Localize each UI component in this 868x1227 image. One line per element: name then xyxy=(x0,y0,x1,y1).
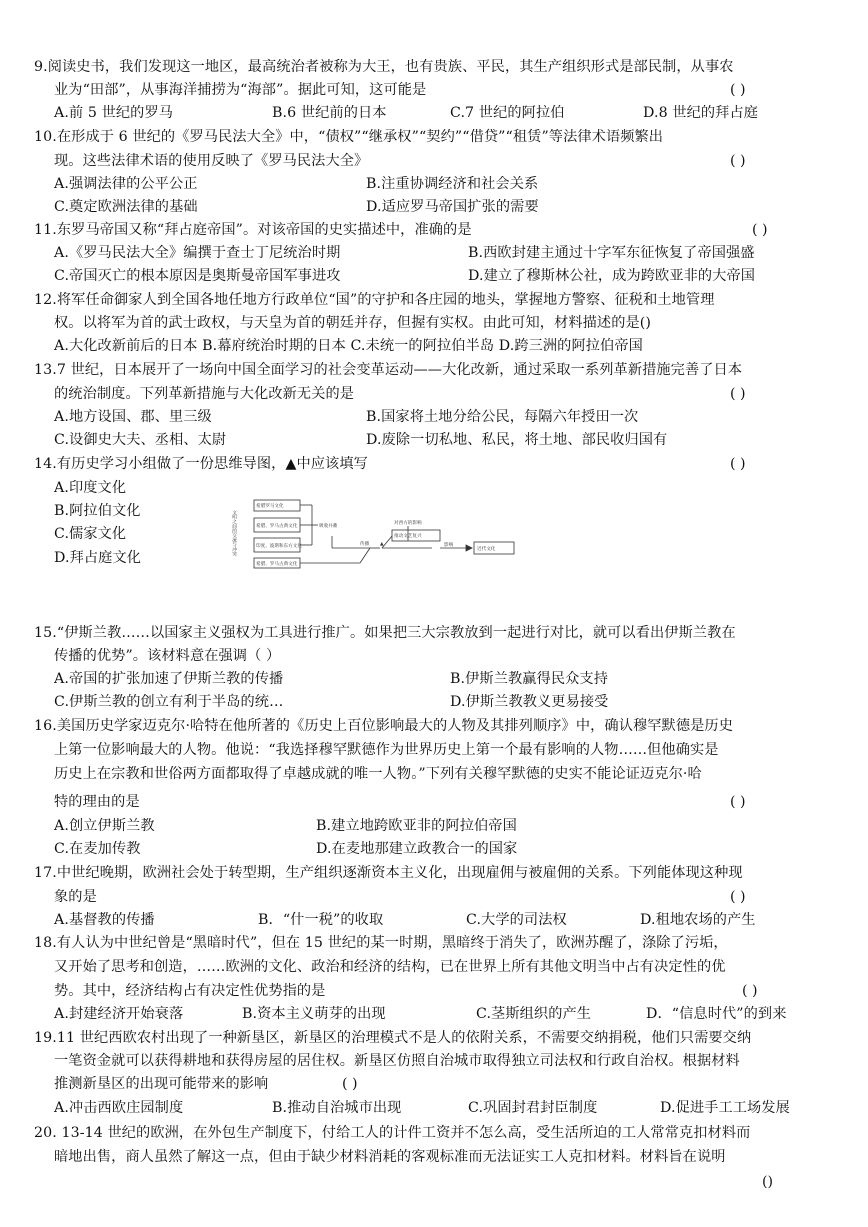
q17-option-a[interactable]: A.基督教的传播 xyxy=(54,912,155,928)
q13-option-d[interactable]: D.废除一切私地、私民，将土地、部民收归国有 xyxy=(366,432,668,448)
q17-line2: 象的是 xyxy=(54,889,97,905)
q16-option-d[interactable]: D.在麦地那建立政教合一的国家 xyxy=(316,841,518,857)
q16-option-c[interactable]: C.在麦加传教 xyxy=(54,841,141,857)
q15-option-b[interactable]: B.伊斯兰教赢得民众支持 xyxy=(450,671,609,687)
q18-line1: 18.有人认为中世纪曾是“黑暗时代”，但在 15 世纪的某一时期，黑暗终于消失了，欧洲苏醒了，涤除了污垢， xyxy=(34,935,728,951)
q20-line2: 暗地出售，商人虽然了解这一点，但由于缺少材料消耗的客观标准而无法证实工人克扣材料。材料旨在说明 xyxy=(54,1149,726,1165)
q12-line1: 12.将军任命御家人到全国各地任地方行政单位“国”的守护和各庄园的地头，掌握地方警察、征税和土地管理 xyxy=(34,292,715,308)
mindmap-box-3-text: 印度、波斯和东方文化 xyxy=(256,544,302,549)
q18-line2: 又开始了思考和创造，……欧洲的文化、政治和经济的结构，已在世界上所有其他文明当中占有决定性的优 xyxy=(54,959,726,975)
q18-line3: 势。其中，经济结构占有决定性优势指的是 xyxy=(54,983,326,999)
mindmap-left-label: 文明之间的交流与冲突 xyxy=(232,510,237,556)
mindmap-mid-label: 吸收并蓄 xyxy=(319,524,338,529)
q19-line3: 推测新垦区的出现可能带来的影响 xyxy=(54,1076,269,1092)
q18-option-b[interactable]: B.资本主义萌芽的出现 xyxy=(242,1006,386,1022)
q13-option-a[interactable]: A.地方设国、郡、里三级 xyxy=(54,409,212,425)
q16-answer-blank[interactable]: ( ) xyxy=(730,794,746,810)
q10-option-a[interactable]: A.强调法律的公平公正 xyxy=(54,176,198,192)
q11-option-b[interactable]: B.西欧封建主通过十字军东征恢复了帝国强盛 xyxy=(468,245,755,261)
q13-answer-blank[interactable]: ( ) xyxy=(730,386,746,402)
q9-line1: 9.阅读史书，我们发现这一地区，最高统治者被称为大王，也有贵族、平民，其生产组织形式是部民制，从事农 xyxy=(34,59,734,75)
q17-answer-blank[interactable]: ( ) xyxy=(730,889,746,905)
q19-line2: 一笔资金就可以获得耕地和获得房屋的居住权。新垦区仿照自治城市取得独立司法权和行政自治权。根据材料 xyxy=(54,1053,740,1069)
q17-option-c[interactable]: C.大学的司法权 xyxy=(466,912,567,928)
q14-text-pre: 14.有历史学习小组做了一份思维导图， xyxy=(34,456,286,472)
q18-answer-blank[interactable]: ( ) xyxy=(742,983,758,999)
triangle-icon: ▲ xyxy=(285,456,297,472)
q11-option-a[interactable]: A.《罗马民法大全》编撰于查士丁尼统治时期 xyxy=(54,245,341,261)
q20-answer-blank[interactable]: () xyxy=(762,1174,774,1190)
q10-answer-blank[interactable]: ( ) xyxy=(730,153,746,169)
q19-option-d[interactable]: D.促进手工工场发展 xyxy=(660,1100,790,1116)
q19-option-a[interactable]: A.冲击西欧庄园制度 xyxy=(54,1100,184,1116)
q16-line4: 特的理由的是 xyxy=(54,794,140,810)
q19-option-c[interactable]: C.巩固封君封臣制度 xyxy=(468,1100,598,1116)
q11-option-c[interactable]: C.帝国灭亡的根本原因是奥斯曼帝国军事进攻 xyxy=(54,268,341,284)
q13-line2: 的统治制度。下列革新措施与大化改新无关的是 xyxy=(54,386,355,402)
q19-option-b[interactable]: B.推动自治城市出现 xyxy=(272,1100,402,1116)
q19-line1: 19.11 世纪西欧农村出现了一种新垦区，新垦区的治理模式不是人的依附关系，不需要交纳捐税，他们只需要交纳 xyxy=(34,1030,752,1046)
q16-option-b[interactable]: B.建立地跨欧亚非的阿拉伯帝国 xyxy=(316,818,517,834)
q14-option-a[interactable]: A.印度文化 xyxy=(54,480,127,496)
q14-text-post: 中应该填写 xyxy=(296,456,368,472)
mindmap-question-mark: ▲ xyxy=(380,542,384,547)
q15-option-d[interactable]: D.伊斯兰教教义更易接受 xyxy=(450,694,609,710)
q9-option-b[interactable]: B.6 世纪前的日本 xyxy=(272,105,387,121)
q10-option-b[interactable]: B.注重协调经济和社会关系 xyxy=(366,176,539,192)
q9-answer-blank[interactable]: ( ) xyxy=(730,82,746,98)
q18-option-a[interactable]: A.封建经济开始衰落 xyxy=(54,1006,184,1022)
q14-option-d[interactable]: D.拜占庭文化 xyxy=(54,550,142,566)
q10-line1: 10.在形成于 6 世纪的《罗马民法大全》中，“债权”“继承权”“契约”“借贷”“租赁”等法律术语频繁出 xyxy=(34,129,664,145)
q9-option-a[interactable]: A.前 5 世纪的罗马 xyxy=(54,105,174,121)
q13-option-c[interactable]: C.设御史大夫、丞相、太尉 xyxy=(54,432,227,448)
q20-line1: 20. 13-14 世纪的欧洲，在外包生产制度下，付给工人的计件工资并不怎么高，受生活所迫的工人常常克扣材料而 xyxy=(34,1125,751,1141)
q9-option-d[interactable]: D.8 世纪的拜占庭 xyxy=(643,105,759,121)
q18-option-c[interactable]: C.茎斯组织的产生 xyxy=(476,1006,592,1022)
q10-option-c[interactable]: C.奠定欧洲法律的基础 xyxy=(54,199,198,215)
q11-answer-blank[interactable]: ( ) xyxy=(752,222,768,238)
q15-option-a[interactable]: A.帝国的扩张加速了伊斯兰教的传播 xyxy=(54,671,284,687)
q13-line1: 13.7 世纪，日本展开了一场向中国全面学习的社会变革运动——大化改新，通过采取一系列革新措施完善了日本 xyxy=(34,362,743,378)
mindmap-box-4-text: 希腊、罗马古典文化 xyxy=(256,562,298,567)
q11-line1: 11.东罗马帝国又称“拜占庭帝国”。对该帝国的史实描述中，准确的是 xyxy=(34,222,472,238)
q14-option-b[interactable]: B.阿拉伯文化 xyxy=(54,503,141,519)
q17-line1: 17.中世纪晚期，欧洲社会处于转型期，生产组织逐渐资本主义化，出现雇佣与被雇佣的关系。下列能体现这种现 xyxy=(34,865,743,881)
mindmap-top-label: 对西方的影响 xyxy=(394,521,422,526)
q18-option-d[interactable]: D．“信息时代”的到来 xyxy=(646,1006,787,1022)
mind-map-diagram xyxy=(232,496,520,574)
q14-line1 xyxy=(34,454,368,474)
q12-line2: 权。以将军为首的武士政权，与天皇为首的朝廷并存，但握有实权。由此可知，材料描述的是() xyxy=(54,315,652,331)
mindmap-right-box-text: 推动文艺复兴 xyxy=(394,534,422,539)
q12-options[interactable]: A.大化改新前后的日本 B.幕府统治时期的日本 C.未统一的阿拉伯半岛 D.跨三洲的阿拉伯帝国 xyxy=(54,338,643,354)
q13-option-b[interactable]: B.国家将土地分给公民，每隔六年授田一次 xyxy=(366,409,639,425)
mindmap-end-box-text: 近代文化 xyxy=(477,547,496,552)
q17-option-d[interactable]: D.租地农场的产生 xyxy=(640,912,756,928)
q9-option-c[interactable]: C.7 世纪的阿拉伯 xyxy=(450,105,565,121)
q16-option-a[interactable]: A.创立伊斯兰教 xyxy=(54,818,155,834)
q10-line2: 现。这些法律术语的使用反映了《罗马民法大全》 xyxy=(54,153,369,169)
q19-answer-blank[interactable]: ( ) xyxy=(342,1076,358,1092)
q10-option-d[interactable]: D.适应罗马帝国扩张的需要 xyxy=(366,199,539,215)
q16-line1: 16.美国历史学家迈克尔·哈特在他所著的《历史上百位影响最大的人物及其排列顺序》中，确认穆罕默德是历史 xyxy=(34,718,733,734)
q17-option-b[interactable]: B．“什一税”的收取 xyxy=(258,912,384,928)
q11-option-d[interactable]: D.建立了穆斯林公社，成为跨欧亚非的大帝国 xyxy=(468,268,756,284)
q15-line1: 15.“伊斯兰教……以国家主义强权为工具进行推广。如果把三大宗教放到一起进行对比，就可以看出伊斯兰教在 xyxy=(34,625,736,641)
mindmap-box-1-text: 希腊罗马文化 xyxy=(256,504,284,509)
q14-option-c[interactable]: C.儒家文化 xyxy=(54,526,127,542)
q15-line2: 传播的优势”。该材料意在强调（ ） xyxy=(54,648,281,664)
q16-line2: 上第一位影响最大的人物。他说：“我选择穆罕默德作为世界历史上第一个最有影响的人物……但他确实是 xyxy=(54,742,719,758)
q16-line3: 历史上在宗教和世俗两方面都取得了卓越成就的唯一人物。”下列有关穆罕默德的史实不能论证迈克尔·哈 xyxy=(54,766,702,782)
q14-answer-blank[interactable]: ( ) xyxy=(730,456,746,472)
q15-option-c[interactable]: C.伊斯兰教的创立有利于半岛的统… xyxy=(54,694,284,710)
mindmap-box-2-text: 希腊、罗马古典文化 xyxy=(256,524,298,529)
mindmap-arrow-label: 传播 xyxy=(360,542,370,547)
mindmap-far-label: 影响 xyxy=(444,543,454,548)
q9-line2: 业为“田部”，从事海洋捕捞为“海部”。据此可知，这可能是 xyxy=(54,82,427,98)
